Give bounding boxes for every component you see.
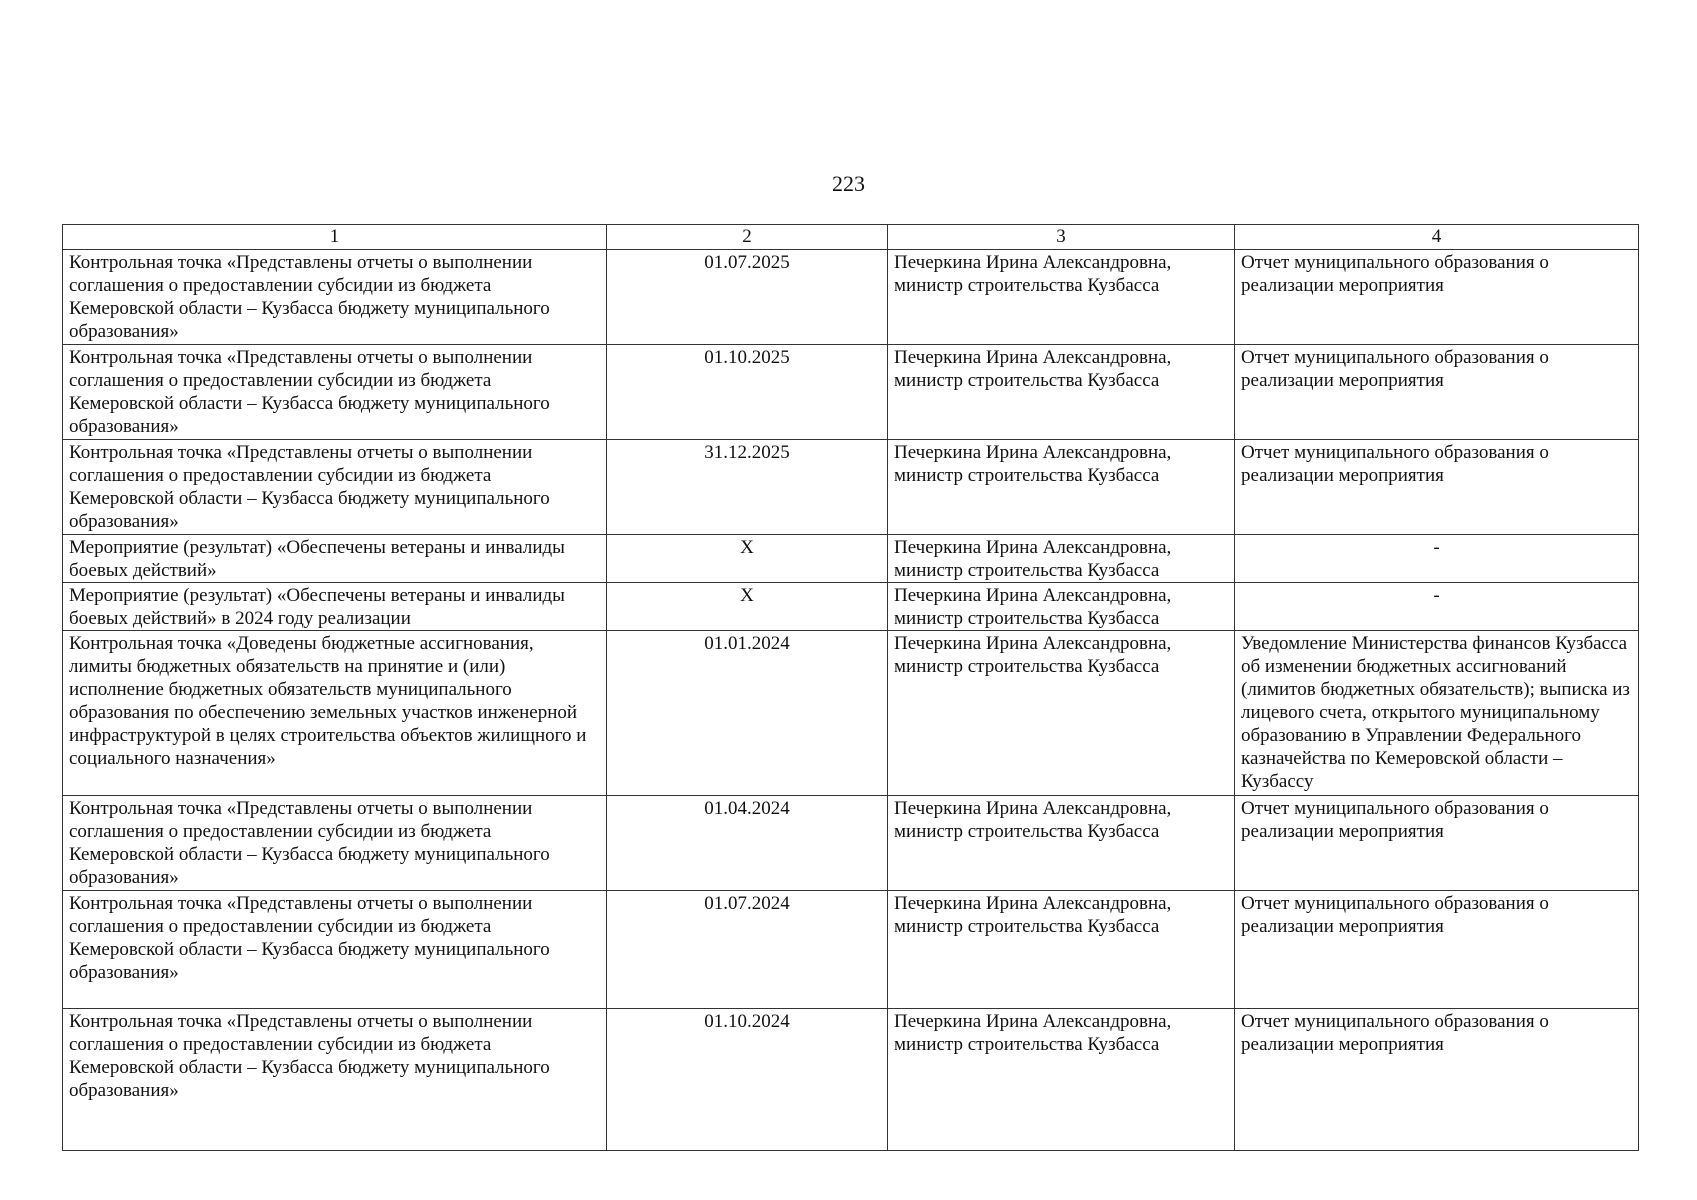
event-description-cell: Контрольная точка «Представлены отчеты о выполнении соглашения о предоставлении субсидии из бюджета Кемеровской области – Кузбасса бюджету муниципального образования» bbox=[63, 796, 607, 891]
table-row bbox=[63, 345, 1639, 440]
deadline-date-cell: 01.10.2025 bbox=[607, 345, 888, 440]
document-type-cell: Отчет муниципального образования о реализации мероприятия bbox=[1235, 345, 1639, 440]
column-number-1: 1 bbox=[63, 225, 607, 250]
table-row bbox=[63, 440, 1639, 535]
deadline-date-cell: X bbox=[607, 535, 888, 583]
table-row bbox=[63, 583, 1639, 631]
deadline-date-cell: 01.07.2024 bbox=[607, 891, 888, 1009]
table-row bbox=[63, 535, 1639, 583]
document-type-cell: Отчет муниципального образования о реализации мероприятия bbox=[1235, 440, 1639, 535]
deadline-date-cell: 01.01.2024 bbox=[607, 631, 888, 796]
document-type-cell: Отчет муниципального образования о реализации мероприятия bbox=[1235, 796, 1639, 891]
deadline-date-cell: 01.07.2025 bbox=[607, 250, 888, 345]
responsible-person-cell: Печеркина Ирина Александровна, министр строительства Кузбасса bbox=[888, 440, 1235, 535]
event-description-cell: Контрольная точка «Представлены отчеты о выполнении соглашения о предоставлении субсидии из бюджета Кемеровской области – Кузбасса бюджету муниципального образования» bbox=[63, 1009, 607, 1151]
table-row bbox=[63, 891, 1639, 1009]
event-description-cell: Контрольная точка «Представлены отчеты о выполнении соглашения о предоставлении субсидии из бюджета Кемеровской области – Кузбасса бюджету муниципального образования» bbox=[63, 250, 607, 345]
document-type-cell: - bbox=[1235, 583, 1639, 631]
page-number: 223 bbox=[832, 171, 865, 196]
responsible-person-cell: Печеркина Ирина Александровна, министр строительства Кузбасса bbox=[888, 250, 1235, 345]
column-number-3: 3 bbox=[888, 225, 1235, 250]
plan-table bbox=[62, 224, 1639, 1151]
deadline-date-cell: 01.10.2024 bbox=[607, 1009, 888, 1151]
event-description-cell: Контрольная точка «Представлены отчеты о выполнении соглашения о предоставлении субсидии из бюджета Кемеровской области – Кузбасса бюджету муниципального образования» bbox=[63, 891, 607, 1009]
column-number-2: 2 bbox=[607, 225, 888, 250]
table-row bbox=[63, 631, 1639, 796]
responsible-person-cell: Печеркина Ирина Александровна, министр строительства Кузбасса bbox=[888, 535, 1235, 583]
table-row bbox=[63, 796, 1639, 891]
document-type-cell: Отчет муниципального образования о реализации мероприятия bbox=[1235, 250, 1639, 345]
document-type-cell: - bbox=[1235, 535, 1639, 583]
responsible-person-cell: Печеркина Ирина Александровна, министр строительства Кузбасса bbox=[888, 891, 1235, 1009]
event-description-cell: Контрольная точка «Представлены отчеты о выполнении соглашения о предоставлении субсидии из бюджета Кемеровской области – Кузбасса бюджету муниципального образования» bbox=[63, 345, 607, 440]
document-type-cell: Отчет муниципального образования о реализации мероприятия bbox=[1235, 891, 1639, 1009]
event-description-cell: Мероприятие (результат) «Обеспечены ветераны и инвалиды боевых действий» в 2024 году реализации bbox=[63, 583, 607, 631]
responsible-person-cell: Печеркина Ирина Александровна, министр строительства Кузбасса bbox=[888, 796, 1235, 891]
event-description-cell: Мероприятие (результат) «Обеспечены ветераны и инвалиды боевых действий» bbox=[63, 535, 607, 583]
table-row bbox=[63, 250, 1639, 345]
document-type-cell: Уведомление Министерства финансов Кузбасса об изменении бюджетных ассигнований (лимитов бюджетных обязательств); выписка из лицевого счета, открытого муниципальному образованию в Управлении Федерального казначейства по Кемеровской области – Кузбассу bbox=[1235, 631, 1639, 796]
document-type-cell: Отчет муниципального образования о реализации мероприятия bbox=[1235, 1009, 1639, 1151]
table-row bbox=[63, 1009, 1639, 1151]
responsible-person-cell: Печеркина Ирина Александровна, министр строительства Кузбасса bbox=[888, 1009, 1235, 1151]
deadline-date-cell: X bbox=[607, 583, 888, 631]
column-number-4: 4 bbox=[1235, 225, 1639, 250]
deadline-date-cell: 31.12.2025 bbox=[607, 440, 888, 535]
table-header-row bbox=[63, 225, 1639, 250]
event-description-cell: Контрольная точка «Представлены отчеты о выполнении соглашения о предоставлении субсидии из бюджета Кемеровской области – Кузбасса бюджету муниципального образования» bbox=[63, 440, 607, 535]
responsible-person-cell: Печеркина Ирина Александровна, министр строительства Кузбасса bbox=[888, 345, 1235, 440]
deadline-date-cell: 01.04.2024 bbox=[607, 796, 888, 891]
responsible-person-cell: Печеркина Ирина Александровна, министр строительства Кузбасса bbox=[888, 583, 1235, 631]
event-description-cell: Контрольная точка «Доведены бюджетные ассигнования, лимиты бюджетных обязательств на принятие и (или) исполнение бюджетных обязательств муниципального образования по обеспечению земельных участков инженерной инфраструктурой в целях строительства объектов жилищного и социального назначения» bbox=[63, 631, 607, 796]
responsible-person-cell: Печеркина Ирина Александровна, министр строительства Кузбасса bbox=[888, 631, 1235, 796]
